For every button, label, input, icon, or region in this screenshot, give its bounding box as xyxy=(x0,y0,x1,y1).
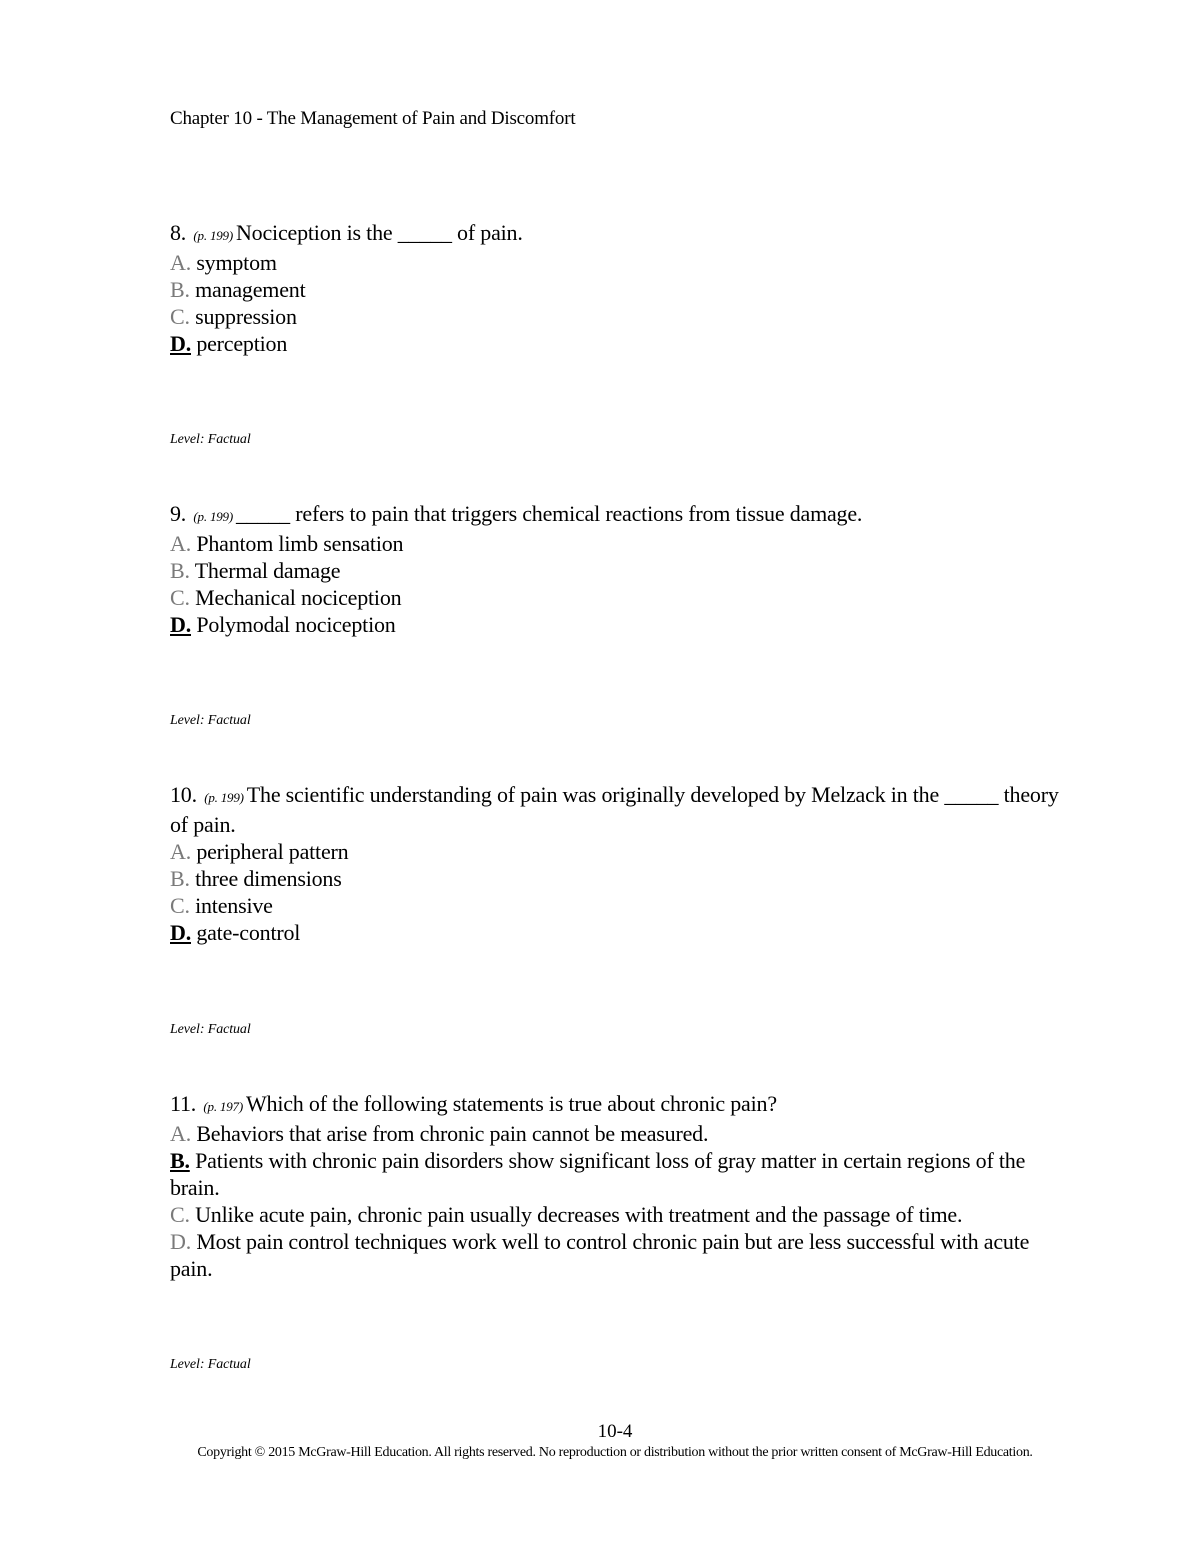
option-text: Unlike acute pain, chronic pain usually decreases with treatment and the passage of time. xyxy=(195,1202,963,1227)
option-text: three dimensions xyxy=(195,866,342,891)
answer-option-a xyxy=(170,1120,1060,1147)
answer-option-d xyxy=(170,611,1070,638)
option-text: perception xyxy=(196,331,288,356)
answer-option-d xyxy=(170,919,1070,946)
option-text: Phantom limb sensation xyxy=(196,531,404,556)
option-letter: A. xyxy=(170,839,191,864)
question-9 xyxy=(170,500,1070,638)
answer-option-c xyxy=(170,892,1070,919)
option-text: peripheral pattern xyxy=(196,839,349,864)
page-number: 10-4 xyxy=(597,1421,633,1442)
page-footer xyxy=(0,1420,1200,1462)
question-8 xyxy=(170,219,1070,357)
option-text: Thermal damage xyxy=(194,558,341,583)
option-letter: C. xyxy=(170,893,190,918)
option-letter: D. xyxy=(170,1229,191,1254)
answer-option-a xyxy=(170,838,1070,865)
chapter-title: Chapter 10 - The Management of Pain and Discomfort xyxy=(170,108,576,129)
answer-option-d xyxy=(170,1228,1060,1282)
question-stem xyxy=(170,219,1070,249)
option-text: gate-control xyxy=(196,920,301,945)
option-letter: B. xyxy=(170,277,190,302)
correct-option-letter: D. xyxy=(170,920,191,945)
option-text: Mechanical nociception xyxy=(195,585,402,610)
correct-option-letter: D. xyxy=(170,331,191,356)
option-letter: C. xyxy=(170,304,190,329)
option-letter: B. xyxy=(170,558,190,583)
question-number: 9. xyxy=(170,501,187,526)
correct-option-letter: D. xyxy=(170,612,191,637)
page-reference: (p. 199) xyxy=(204,790,244,805)
option-text: management xyxy=(195,277,306,302)
question-11 xyxy=(170,1090,1060,1282)
answer-option-b xyxy=(170,276,1070,303)
answer-option-a xyxy=(170,530,1070,557)
option-text: Polymodal nociception xyxy=(196,612,396,637)
difficulty-level: Level: Factual xyxy=(170,1022,251,1037)
option-letter: A. xyxy=(170,1121,191,1146)
option-text: symptom xyxy=(196,250,277,275)
question-number: 11. xyxy=(170,1091,197,1116)
question-text: The scientific understanding of pain was originally developed by Melzack in the _____ theory of pain. xyxy=(170,782,1059,837)
question-number: 10. xyxy=(170,782,197,807)
option-letter: C. xyxy=(170,585,190,610)
correct-option-letter: B. xyxy=(170,1148,190,1173)
answer-option-c xyxy=(170,1201,1060,1228)
option-text: intensive xyxy=(195,893,273,918)
answer-option-b xyxy=(170,865,1070,892)
page-reference: (p. 197) xyxy=(203,1099,243,1114)
option-text: suppression xyxy=(195,304,297,329)
question-text: Which of the following statements is true about chronic pain? xyxy=(245,1091,777,1116)
option-letter: B. xyxy=(170,866,190,891)
option-text: Behaviors that arise from chronic pain cannot be measured. xyxy=(196,1121,709,1146)
question-text: Nociception is the _____ of pain. xyxy=(235,220,523,245)
answer-option-d xyxy=(170,330,1070,357)
option-letter: A. xyxy=(170,250,191,275)
difficulty-level: Level: Factual xyxy=(170,713,251,728)
question-stem xyxy=(170,500,1070,530)
answer-option-c xyxy=(170,584,1070,611)
answer-option-a xyxy=(170,249,1070,276)
answer-option-c xyxy=(170,303,1070,330)
question-text: _____ refers to pain that triggers chemical reactions from tissue damage. xyxy=(235,501,863,526)
option-text: Most pain control techniques work well to control chronic pain but are less successful with acute pain. xyxy=(170,1229,1030,1281)
copyright-notice: Copyright © 2015 McGraw-Hill Education. All rights reserved. No reproduction or distribution without the prior written consent of McGraw-Hill Education. xyxy=(197,1445,1033,1460)
question-stem xyxy=(170,1090,1060,1120)
page-reference: (p. 199) xyxy=(193,509,233,524)
question-10 xyxy=(170,781,1070,946)
page-reference: (p. 199) xyxy=(193,228,233,243)
option-letter: A. xyxy=(170,531,191,556)
question-number: 8. xyxy=(170,220,187,245)
option-text: Patients with chronic pain disorders show significant loss of gray matter in certain regions of the brain. xyxy=(170,1148,1026,1200)
question-stem xyxy=(170,781,1070,838)
answer-option-b xyxy=(170,557,1070,584)
option-letter: C. xyxy=(170,1202,190,1227)
answer-option-b xyxy=(170,1147,1060,1201)
difficulty-level: Level: Factual xyxy=(170,1357,251,1372)
difficulty-level: Level: Factual xyxy=(170,432,251,447)
